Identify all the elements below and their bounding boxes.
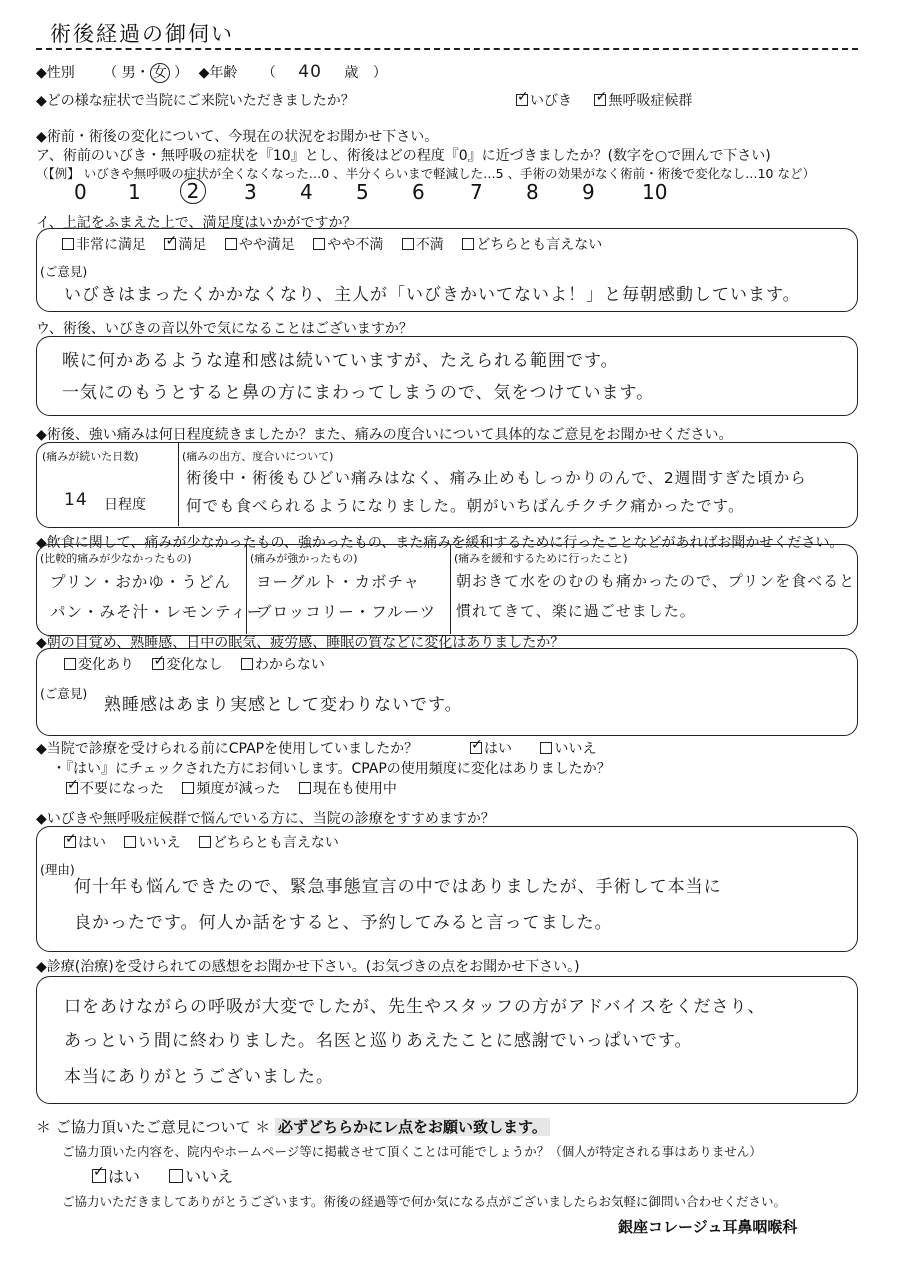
scale-8[interactable]: 8 bbox=[526, 180, 539, 204]
gender-label: ◆性別 bbox=[36, 65, 75, 81]
food-less-line-1[interactable]: プリン・おかゆ・うどん bbox=[50, 573, 231, 591]
food-strong-line-2[interactable]: ブロッコリー・フルーツ bbox=[256, 603, 436, 621]
footer-thanks: ご協力いただきましてありがとうございます。術後の経過等で何か気になる点がございましたらお気軽に御問い合わせください。 bbox=[62, 1194, 787, 1209]
sat-dissatisfied-checkbox[interactable] bbox=[402, 238, 414, 250]
pain-days-value[interactable]: 14 bbox=[64, 490, 88, 510]
food-less-line-2[interactable]: パン・みそ汁・レモンティー bbox=[50, 603, 264, 621]
gender-male[interactable]: 男 bbox=[121, 65, 136, 81]
footer-heading bbox=[36, 1116, 550, 1137]
scale-1[interactable]: 1 bbox=[128, 180, 141, 204]
change-question: ◆術前・術後の変化について、今現在の状況をお聞かせ下さい。 bbox=[36, 129, 439, 145]
title-divider bbox=[36, 48, 858, 50]
scale-7[interactable]: 7 bbox=[470, 180, 483, 204]
impression-line-3[interactable]: 本当にありがとうございました。 bbox=[64, 1067, 334, 1087]
recommend-reason-line-1[interactable]: 何十年も悩んできたので、緊急事態宣言の中ではありましたが、手術して本当に bbox=[74, 877, 722, 897]
footer-options: ✓はい いいえ bbox=[92, 1164, 233, 1187]
sat-very-satisfied-checkbox[interactable] bbox=[62, 238, 74, 250]
satisfaction-opinion-label: (ご意見) bbox=[40, 264, 88, 279]
footer-heading-a: ＊ ご協力頂いたご意見について ＊ bbox=[36, 1118, 271, 1136]
recommend-options: ✓はい いいえ どちらとも言えない bbox=[64, 832, 339, 852]
cpap-reduced-checkbox[interactable] bbox=[182, 782, 194, 794]
scale-4[interactable]: 4 bbox=[300, 180, 313, 204]
impression-question: ◆診療(治療)を受けられての感想をお聞かせ下さい。(お気づきの点をお聞かせ下さい。) bbox=[36, 959, 580, 975]
other-concerns-line-2[interactable]: 一気にのもうとすると鼻の方にまわってしまうので、気をつけています。 bbox=[62, 383, 655, 403]
gender-row: ◆性別 （ 男・ 女 ） ◆年齢 （ 40 歳 ） bbox=[36, 62, 387, 82]
pain-detail-line-2[interactable]: 何でも食べられるようになりました。朝がいちばんチクチク痛かったです。 bbox=[186, 497, 745, 515]
cpap-unneeded-checkbox[interactable] bbox=[66, 782, 78, 794]
cpap-yes-checkbox[interactable] bbox=[470, 742, 482, 754]
pain-detail-line-1[interactable]: 術後中・術後もひどい痛みはなく、痛み止めもしっかりのんで、2週間すぎた頃から bbox=[186, 469, 807, 487]
symptom-question: ◆どの様な症状で当院にご来院いただきましたか？ bbox=[36, 93, 355, 109]
page-title: 術後経過の御伺い bbox=[50, 22, 234, 46]
recommend-yes-checkbox[interactable] bbox=[64, 836, 76, 848]
age-label: ◆年齢 bbox=[198, 65, 238, 81]
food-less-label: (比較的痛みが少なかったもの) bbox=[40, 552, 192, 565]
scale-5[interactable]: 5 bbox=[356, 180, 369, 204]
food-relief-line-2[interactable]: 慣れてきて、楽に過ごせました。 bbox=[456, 602, 696, 620]
other-concerns-question: ウ、術後、いびきの音以外で気になることはございますか？ bbox=[36, 321, 413, 337]
clinic-name: 銀座コレージュ耳鼻咽喉科 bbox=[618, 1218, 798, 1236]
recommend-no-checkbox[interactable] bbox=[124, 836, 136, 848]
footer-no-checkbox[interactable] bbox=[169, 1169, 183, 1183]
gender-female-circled[interactable]: 女 bbox=[150, 63, 170, 83]
sat-satisfied-checkbox[interactable] bbox=[164, 238, 176, 250]
change-sub-a: ア、術前のいびき・無呼吸の症状を『10』とし、術後はどの程度『0』に近づきましたか？(数字を○で囲んで下さい) bbox=[36, 148, 771, 164]
footer-yes-checkbox[interactable] bbox=[92, 1169, 106, 1183]
sat-somewhat-dissatisfied-checkbox[interactable] bbox=[313, 238, 325, 250]
food-relief-line-1[interactable]: 朝おきて水をのむのも痛かったので、プリンを食べると bbox=[456, 572, 856, 590]
cpap-options: ✓ はい いいえ bbox=[470, 738, 596, 758]
sleep-no-change-checkbox[interactable] bbox=[152, 658, 164, 670]
food-strong-label: (痛みが強かったもの) bbox=[250, 552, 358, 565]
impression-line-2[interactable]: あっという間に終わりました。名医と巡りあえたことに感謝でいっぱいです。 bbox=[64, 1031, 693, 1051]
footer-question: ご協力頂いた内容を、院内やホームページ等に掲載させて頂くことは可能でしょうか？（個人が特定される事はありません） bbox=[62, 1144, 762, 1159]
footer-heading-b: 必ずどちらかにレ点をお願い致します。 bbox=[275, 1118, 550, 1136]
scale-0[interactable]: 0 bbox=[74, 180, 87, 204]
satisfaction-opinion-text[interactable]: いびきはまったくかかなくなり、主人が「いびきかいてないよ！」と毎朝感動しています。 bbox=[64, 285, 801, 305]
symptom-snoring-checkbox[interactable] bbox=[516, 94, 528, 106]
pain-divider bbox=[178, 442, 179, 526]
scale-6[interactable]: 6 bbox=[412, 180, 425, 204]
recommend-neutral-checkbox[interactable] bbox=[199, 836, 211, 848]
food-divider-2 bbox=[450, 544, 451, 634]
sat-somewhat-satisfied-checkbox[interactable] bbox=[225, 238, 237, 250]
pain-days-label: (痛みが続いた日数) bbox=[42, 450, 139, 463]
pain-detail-label: (痛みの出方、度合いについて) bbox=[182, 450, 334, 463]
symptom-options: ✓ いびき ✓ 無呼吸症候群 bbox=[516, 90, 692, 110]
scale-10[interactable]: 10 bbox=[642, 180, 668, 204]
satisfaction-options: 非常に満足 ✓ 満足 やや満足 やや不満 不満 どちらとも言えない bbox=[62, 234, 602, 254]
food-relief-label: (痛みを緩和するために行ったこと) bbox=[454, 552, 628, 565]
sleep-changed-checkbox[interactable] bbox=[64, 658, 76, 670]
cpap-question: ◆当院で診療を受けられる前にCPAPを使用していましたか？ bbox=[36, 741, 419, 757]
age-value[interactable]: 40 bbox=[298, 62, 322, 82]
cpap-still-using-checkbox[interactable] bbox=[299, 782, 311, 794]
recommend-question: ◆いびきや無呼吸症候群で悩んでいる方に、当院の診療をすすめますか？ bbox=[36, 811, 495, 827]
pain-days-unit: 日程度 bbox=[104, 497, 146, 513]
satisfaction-question: イ、上記をふまえた上で、満足度はいかがですか？ bbox=[36, 215, 357, 231]
sat-neutral-checkbox[interactable] bbox=[462, 238, 474, 250]
scale-9[interactable]: 9 bbox=[582, 180, 595, 204]
sleep-opinion-text[interactable]: 熟睡感はあまり実感として変わりないです。 bbox=[104, 695, 463, 715]
recommend-reason-line-2[interactable]: 良かったです。何人か話をすると、予約してみると言ってました。 bbox=[74, 913, 613, 933]
scale-2-circled[interactable]: 2 bbox=[180, 178, 206, 204]
sleep-unknown-checkbox[interactable] bbox=[241, 658, 253, 670]
scale-3[interactable]: 3 bbox=[244, 180, 257, 204]
sleep-options: 変化あり ✓ 変化なし わからない bbox=[64, 654, 325, 674]
sleep-question: ◆朝の目覚め、熟睡感、日中の眠気、疲労感、睡眠の質などに変化はありましたか？ bbox=[36, 635, 565, 651]
symptom-apnea-checkbox[interactable] bbox=[594, 94, 606, 106]
pain-question: ◆術後、強い痛みは何日程度続きましたか？また、痛みの度合いについて具体的なご意見をお聞かせください。 bbox=[36, 427, 733, 443]
impression-line-1[interactable]: 口をあけながらの呼吸が大変でしたが、先生やスタッフの方がアドバイスをくださり、 bbox=[64, 997, 766, 1017]
food-question: ◆飲食に関して、痛みが少なかったもの、強かったもの、また痛みを緩和するために行ったことなどがあればお聞かせください。 bbox=[36, 535, 844, 551]
sleep-opinion-label: (ご意見) bbox=[40, 686, 88, 701]
change-example: （【例】 いびきや無呼吸の症状が全くなくなった…0 、半分くらいまで軽減した…5 、手術の効果がなく術前・術後で変化なし…10 など） bbox=[36, 166, 815, 181]
cpap-no-checkbox[interactable] bbox=[540, 742, 552, 754]
food-strong-line-1[interactable]: ヨーグルト・カボチャ bbox=[256, 573, 421, 591]
cpap-followup-question: ・『はい』にチェックされた方にお伺いします。CPAPの使用頻度に変化はありましたか？ bbox=[52, 761, 611, 777]
cpap-followup-options: ✓不要になった 頻度が減った 現在も使用中 bbox=[66, 778, 397, 798]
other-concerns-line-1[interactable]: 喉に何かあるような違和感は続いていますが、たえられる範囲です。 bbox=[62, 351, 619, 371]
recommend-reason-label: (理由) bbox=[40, 862, 75, 877]
